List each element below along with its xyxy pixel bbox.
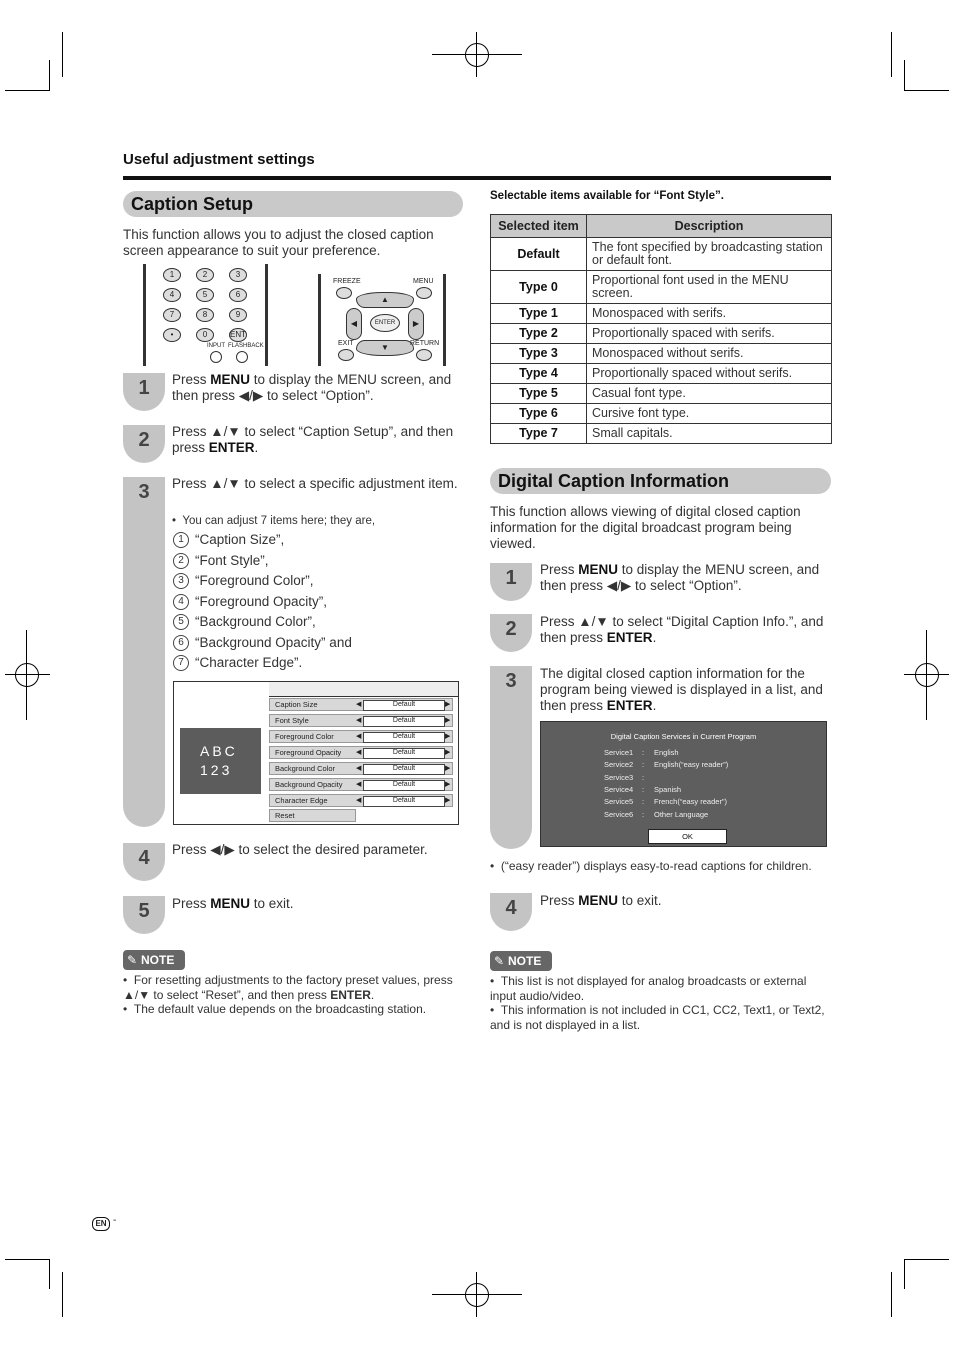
font-style-item: Type 7 xyxy=(491,424,587,444)
keypad-key[interactable]: 4 xyxy=(163,288,181,302)
font-style-item: Type 1 xyxy=(491,304,587,324)
menu-row-value: Default xyxy=(363,716,445,727)
item-number: 4 xyxy=(173,594,189,610)
caption-setup-title: Caption Setup xyxy=(123,191,463,217)
dc-step-4-text: Press MENU to exit. xyxy=(540,893,662,908)
keypad-key[interactable]: 3 xyxy=(229,268,247,282)
table-row xyxy=(491,271,832,304)
digital-caption-screen xyxy=(540,721,827,847)
item-label: “Character Edge”. xyxy=(195,655,303,670)
note-badge-right: ✎ NOTE xyxy=(490,951,552,971)
menu-row-value: Default xyxy=(363,748,445,759)
menu-row-label: Foreground Color xyxy=(275,732,334,741)
step-bar-3 xyxy=(123,477,165,827)
keypad-key[interactable]: 9 xyxy=(229,308,247,322)
item-number: 5 xyxy=(173,614,189,630)
table-row xyxy=(491,304,832,324)
service-language: Other Language xyxy=(654,809,709,819)
left-arrow-icon[interactable]: ◀ xyxy=(356,781,362,788)
font-style-table xyxy=(490,214,832,444)
ok-button[interactable]: OK xyxy=(648,829,727,844)
input-key[interactable] xyxy=(210,351,222,363)
item-number: 2 xyxy=(173,553,189,569)
step-bar-3 xyxy=(490,666,532,849)
step-number: 3 xyxy=(138,481,150,503)
service-language: Spanish xyxy=(654,784,682,794)
easy-reader-note: • (“easy reader”) displays easy-to-read captions for children. xyxy=(490,859,812,873)
step-3-text: Press ▲/▼ to select a specific adjustment item. xyxy=(172,476,458,491)
font-style-item: Type 3 xyxy=(491,344,587,364)
pencil-icon: ✎ xyxy=(126,953,138,967)
dc-step-1-text: Press MENU to display the MENU screen, and then press ◀/▶ to select “Option”. xyxy=(540,562,820,593)
left-arrow-key[interactable]: ◀ xyxy=(346,308,362,340)
keypad-key[interactable]: 8 xyxy=(196,308,214,322)
dc-step-3-text: The digital closed caption information for the program being viewed is displayed in a list, and then press ENTER. xyxy=(540,666,823,713)
section-title: Useful adjustment settings xyxy=(123,151,315,168)
menu-row[interactable] xyxy=(269,762,453,775)
adjustment-item xyxy=(173,655,302,671)
step-3-subnote: • You can adjust 7 items here; they are, xyxy=(172,515,376,527)
freeze-key[interactable] xyxy=(336,287,352,299)
item-label: “Background Opacity” and xyxy=(195,634,352,650)
step-number: 2 xyxy=(138,429,150,451)
digital-caption-title: Digital Caption Information xyxy=(490,468,831,494)
caption-preview xyxy=(180,728,261,794)
menu-row-value: Default xyxy=(363,732,445,743)
return-key[interactable] xyxy=(416,349,432,361)
right-arrow-icon[interactable]: ▶ xyxy=(445,717,451,724)
service-name: Service1 xyxy=(604,748,634,757)
adjustment-item xyxy=(173,573,314,589)
service-separator: : xyxy=(642,797,645,807)
left-arrow-icon[interactable]: ◀ xyxy=(356,733,362,740)
item-label: “Foreground Opacity”, xyxy=(195,593,328,609)
font-style-description: Small capitals. xyxy=(587,424,832,444)
left-arrow-icon[interactable]: ◀ xyxy=(356,701,362,708)
table-row xyxy=(491,324,832,344)
preview-line-2: 123 xyxy=(200,762,233,778)
preview-line-1: ABC xyxy=(200,743,238,759)
right-arrow-icon[interactable]: ▶ xyxy=(445,765,451,772)
up-arrow-key[interactable]: ▲ xyxy=(356,292,414,308)
menu-row[interactable] xyxy=(269,794,453,807)
adjustment-item xyxy=(173,532,284,548)
flashback-label: FLASHBACK xyxy=(228,343,264,349)
return-label: RETURN xyxy=(410,340,440,347)
left-arrow-icon[interactable]: ◀ xyxy=(356,797,362,804)
menu-row-label: Foreground Opacity xyxy=(275,748,342,757)
right-arrow-key[interactable]: ▶ xyxy=(408,308,424,340)
reset-button[interactable]: Reset xyxy=(269,809,356,822)
service-separator: : xyxy=(642,760,645,770)
font-style-description: Monospaced without serifs. xyxy=(587,344,832,364)
table-row xyxy=(491,424,832,444)
step-5-text: Press MENU to exit. xyxy=(172,896,294,911)
table-row xyxy=(491,238,832,271)
adjustment-item xyxy=(173,553,269,569)
service-name: Service2 xyxy=(604,760,634,770)
right-arrow-icon[interactable]: ▶ xyxy=(445,797,451,804)
item-number: 6 xyxy=(173,635,189,651)
font-style-heading: Selectable items available for “Font Style”. xyxy=(490,190,724,202)
font-style-description: Monospaced with serifs. xyxy=(587,304,832,324)
left-arrow-icon[interactable]: ◀ xyxy=(356,749,362,756)
font-style-item: Type 2 xyxy=(491,324,587,344)
keypad-key[interactable]: 7 xyxy=(163,308,181,322)
service-language: English xyxy=(654,748,679,757)
font-style-description: Proportional font used in the MENU screen. xyxy=(587,271,832,304)
input-label: INPUT xyxy=(207,343,225,349)
item-number: 3 xyxy=(173,573,189,589)
step-number: 4 xyxy=(138,847,150,869)
service-name: Service5 xyxy=(604,797,634,807)
font-style-item: Type 4 xyxy=(491,364,587,384)
font-style-item: Type 0 xyxy=(491,271,587,304)
freeze-label: FREEZE xyxy=(333,278,361,285)
page-dash: - xyxy=(113,1215,117,1226)
pencil-icon: ✎ xyxy=(493,954,505,968)
flashback-key[interactable] xyxy=(236,351,248,363)
keypad-key[interactable]: • xyxy=(163,328,181,342)
font-style-description: The font specified by broadcasting station or default font. xyxy=(587,238,832,271)
step-number: 4 xyxy=(505,897,517,919)
keypad-key[interactable]: 5 xyxy=(196,288,214,302)
menu-row-label: Font Style xyxy=(275,716,309,725)
keypad-key[interactable]: 0 xyxy=(196,328,214,342)
step-2-text: Press ▲/▼ to select “Caption Setup”, and then press ENTER. xyxy=(172,424,454,455)
exit-label: EXIT xyxy=(338,340,354,347)
item-label: “Foreground Color”, xyxy=(195,573,314,588)
note-left-2: • The default value depends on the broadcasting station. xyxy=(123,1002,427,1016)
keypad-key[interactable]: 1 xyxy=(163,268,181,282)
font-style-description: Proportionally spaced without serifs. xyxy=(587,364,832,384)
menu-row[interactable] xyxy=(269,730,453,743)
service-language: English(“easy reader”) xyxy=(654,760,729,770)
table-row xyxy=(491,344,832,364)
note-right-1: • This list is not displayed for analog broadcasts or external input audio/video. xyxy=(490,974,807,1003)
table-row xyxy=(491,404,832,424)
step-number: 1 xyxy=(505,567,517,589)
menu-row[interactable] xyxy=(269,714,453,727)
item-number: 7 xyxy=(173,655,189,671)
font-style-description: Cursive font type. xyxy=(587,404,832,424)
menu-label: MENU xyxy=(413,278,434,285)
menu-row-value: Default xyxy=(363,700,445,711)
service-separator: : xyxy=(642,784,645,794)
menu-row-value: Default xyxy=(363,764,445,775)
service-separator: : xyxy=(642,748,645,757)
keypad-key[interactable]: 6 xyxy=(229,288,247,302)
service-name: Service3 xyxy=(604,772,634,782)
menu-row[interactable] xyxy=(269,698,453,711)
keypad-key[interactable]: ENT xyxy=(229,328,247,342)
header-rule xyxy=(123,176,831,180)
menu-row[interactable] xyxy=(269,778,453,791)
note-badge-left: ✎ NOTE xyxy=(123,950,185,970)
step-number: 1 xyxy=(138,377,150,399)
note-left-1: • For resetting adjustments to the factory preset values, press ▲/▼ to select “Reset”, and then press ENTER. xyxy=(123,973,453,1002)
item-number: 1 xyxy=(173,532,189,548)
menu-row-value: Default xyxy=(363,796,445,807)
left-arrow-icon[interactable]: ◀ xyxy=(356,717,362,724)
service-separator: : xyxy=(642,772,645,782)
table-row xyxy=(491,364,832,384)
right-arrow-icon[interactable]: ▶ xyxy=(445,701,451,708)
enter-key[interactable]: ENTER xyxy=(370,314,400,332)
step-1-text: Press MENU to display the MENU screen, and then press ◀/▶ to select “Option”. xyxy=(172,372,452,403)
dc-step-2-text: Press ▲/▼ to select “Digital Caption Info.”, and then press ENTER. xyxy=(540,614,824,645)
item-label: “Background Color”, xyxy=(195,614,316,629)
language-badge: EN xyxy=(92,1217,110,1231)
dc-screen-title: Digital Caption Services in Current Program xyxy=(610,732,757,741)
service-name: Service6 xyxy=(604,809,634,819)
service-separator: : xyxy=(642,809,645,819)
font-style-item: Type 6 xyxy=(491,404,587,424)
font-style-item: Default xyxy=(491,238,587,271)
menu-key[interactable] xyxy=(416,287,432,299)
menu-header-bar xyxy=(269,682,458,697)
adjustment-item xyxy=(173,594,327,610)
menu-row-label: Caption Size xyxy=(275,700,318,709)
keypad-key[interactable]: 2 xyxy=(196,268,214,282)
col-header-item: Selected item xyxy=(491,215,587,238)
right-arrow-icon[interactable]: ▶ xyxy=(445,781,451,788)
table-row xyxy=(491,384,832,404)
menu-row-label: Background Opacity xyxy=(275,780,343,789)
down-arrow-key[interactable]: ▼ xyxy=(356,340,414,356)
left-arrow-icon[interactable]: ◀ xyxy=(356,765,362,772)
col-header-description: Description xyxy=(587,215,832,238)
font-style-description: Casual font type. xyxy=(587,384,832,404)
item-label: “Font Style”, xyxy=(195,552,269,568)
adjustment-item xyxy=(173,614,316,630)
step-4-text: Press ◀/▶ to select the desired parameter. xyxy=(172,842,428,857)
menu-row-label: Character Edge xyxy=(275,796,328,805)
adjustment-item xyxy=(173,635,352,651)
caption-setup-intro: This function allows you to adjust the closed caption screen appearance to suit your preference. xyxy=(123,227,434,258)
step-number: 3 xyxy=(505,670,517,692)
menu-row-label: Background Color xyxy=(275,764,336,773)
font-style-description: Proportionally spaced with serifs. xyxy=(587,324,832,344)
service-name: Service4 xyxy=(604,784,634,794)
font-style-item: Type 5 xyxy=(491,384,587,404)
note-right-2: • This information is not included in CC1, CC2, Text1, or Text2, and is not displayed in a list. xyxy=(490,1003,825,1032)
exit-key[interactable] xyxy=(338,349,354,361)
digital-caption-intro: This function allows viewing of digital closed caption information for the digital broadcast program being viewed. xyxy=(490,504,801,551)
menu-row-value: Default xyxy=(363,780,445,791)
right-arrow-icon[interactable]: ▶ xyxy=(445,749,451,756)
service-language: French(“easy reader”) xyxy=(654,797,727,807)
step-number: 2 xyxy=(505,618,517,640)
right-arrow-icon[interactable]: ▶ xyxy=(445,733,451,740)
menu-row[interactable] xyxy=(269,746,453,759)
step-number: 5 xyxy=(138,900,150,922)
item-label: “Caption Size”, xyxy=(195,532,285,547)
